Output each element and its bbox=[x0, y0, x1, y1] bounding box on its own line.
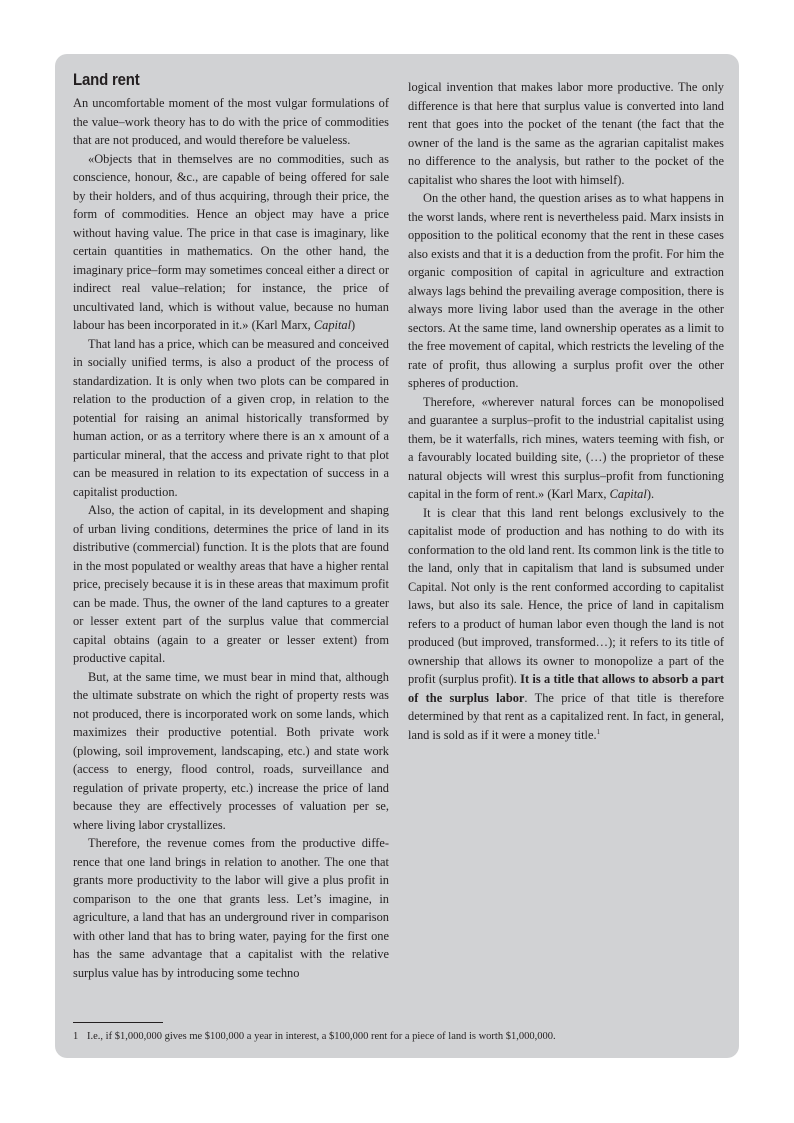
section-heading: Land rent bbox=[73, 70, 140, 89]
paragraph-text-end: . The price of that title is therefore determined by that rent as a capitalized rent. In fact, in general, land is sold as if it were a money title. bbox=[408, 690, 725, 742]
quote-paragraph bbox=[73, 150, 389, 335]
citation-title: Capital bbox=[313, 318, 352, 332]
footnote-divider bbox=[73, 1022, 163, 1023]
citation-close: ). bbox=[646, 487, 655, 501]
left-column bbox=[73, 68, 389, 982]
paragraph: logical invention that makes labor more productive. The only difference is that here that surplus value is converted into land rent that goes into the pocket of the tenant (the fact that the owner of the land is the same as the agrarian capitalist makes no difference to the analysis, but rather to the pocket of the capitalist who shares the loot with himself). bbox=[408, 80, 724, 187]
paragraph: Also, the action of capital, in its development and shaping of urban living conditions, determines the price of land in its distributive (commercial) function. It is the plots that are found in the most populated or wealthy areas that have a higher rental price, precisely because it is in these areas that maximum profit can be made. Thus, the owner of the land captures to a greater or lesser extent part of the surplus value that commercial capital obtains (again to a greater or lesser extent) from productive capital. bbox=[73, 503, 389, 665]
paragraph: Therefore, the revenue comes from the productive difference that one land brings in relation to another. The one that grants more productivity to the labor will give a plus profit in comparison to the one that grants less. Let’s imagine, in agriculture, a land that has an underground river in comparison with other land that has to bring water, paying for the first one has the same advantage that a capitalist with the relative surplus value has by introducing some techno bbox=[73, 836, 389, 980]
paragraph: But, at the same time, we must bear in mind that, although the ultimate substrate on which the right of property rests was not produced, there is incorporated work on some lands, which maximizes their productive potential. Both private work (plowing, soil improvement, landscaping, etc.) and state work (access to energy, flood control, roads, surveillance and regulation of private property, etc.) increase the price of land because they are effectively processes of valuation per se, where living labor crystallizes. bbox=[73, 669, 389, 832]
paragraph: On the other hand, the question arises as to what happens in the worst lands, where rent is nevertheless paid. Marx insists in opposition to the political economy that the rent in these cases also exists and that it is a deduction from the profit. For him the organic composition of capital in agriculture and extraction always lags behind the prevailing average composition, there is always more living labor used than the average in the other sectors. At the same time, land ownership operates as a limit to the free movement of capital, which restricts the leveling of the rate of profit, thus allowing a surplus profit over the other spheres of production. bbox=[408, 191, 724, 390]
footnote-reference: 1 bbox=[596, 727, 601, 736]
paragraph bbox=[408, 504, 724, 745]
quote-text: Therefore, «wherever natural forces can be monopolised and guarantee a surplus–profit to the industrial capitalist using them, be it waterfalls, rich mines, waters teeming with fish, or a favourably located building site, (…) the proprietor of these natural objects will wrest this surplus–profit from functioning capital in the form of rent.» (Karl Marx, bbox=[408, 394, 724, 501]
quote-text: «Objects that in themselves are no commodities, such as conscience, honour, &c., are capable of being offered for sale by their holders, and of thus acquiring, through their price, the form of commodities. Hence an object may have a price without having value. The price in that case is imaginary, like certain quantities in mathematics. On the other hand, the imaginary price–form may sometimes conceal either a direct or indirect real value–relation; for instance, the price of uncultivated land, which is without value, because no human labour has been incorporated in it.» (Karl Marx, bbox=[73, 151, 389, 332]
paragraph-text: It is clear that this land rent belongs exclusively to the capitalist mode of production and has nothing to do with its conformation to the old land rent. Its common link is the title to the land, only that in capitalism that land is subsumed under Capital. Not only is the rent conformed according to capitalist laws, but also its sale. Hence, the price of land in capitalism refers to a product of human labor even though the land is not produced (but improved, transformed…); it refers to its title of ownership that allows its owner to monopolize a part of the profit (surplus profit). bbox=[408, 505, 724, 686]
right-column bbox=[408, 78, 724, 744]
text-columns bbox=[73, 68, 725, 1008]
footnote-text: I.e., if $1,000,000 gives me $100,000 a year in interest, a $100,000 rent for a piece of land is worth $1,000,000. bbox=[87, 1031, 556, 1042]
footnote-number: 1 bbox=[73, 1031, 79, 1042]
footnote bbox=[73, 1030, 713, 1044]
page-panel bbox=[55, 54, 739, 1058]
bold-emphasis: It is a title that allows to absorb a part of the surplus labor bbox=[408, 672, 724, 705]
citation-close: ) bbox=[351, 318, 356, 332]
citation-title: Capital bbox=[609, 487, 647, 501]
quote-paragraph bbox=[408, 393, 724, 504]
paragraph: An uncomfortable moment of the most vulgar formulations of the value–work theory has to do with the price of commodities that are not produced, and would therefore be valueless. bbox=[73, 96, 389, 147]
paragraph: That land has a price, which can be measured and conceived in socially unified terms, is also a product of the process of standardization. It is only when two plots can be compared in relation to the production of a given crop, in relation to the potential for raising an animal historically transformed by human action, or as a territory where there is an x amount of a particular mineral, that the access and private right to that plot can be measured in relation to its expectation of success in a capitalist production. bbox=[73, 336, 389, 499]
